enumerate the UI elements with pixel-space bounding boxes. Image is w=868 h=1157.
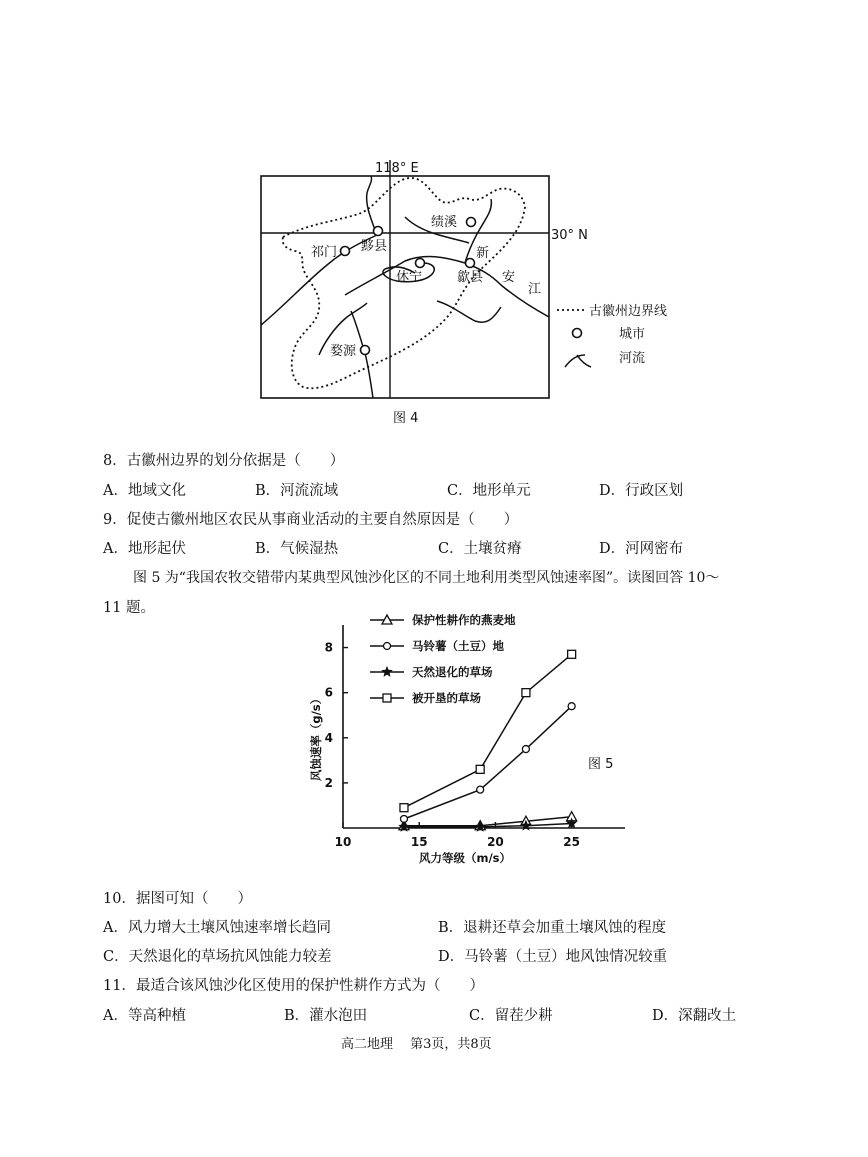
city-marker-yixian — [374, 227, 383, 236]
question-11-option-a: A．等高种植 — [103, 1008, 186, 1024]
question-11-stem: 11．最适合该风蚀沙化区使用的保护性耕作方式为（ ） — [103, 978, 484, 994]
river — [437, 301, 501, 322]
question-8-stem: 8．古徽州边界的划分依据是（ ） — [103, 453, 345, 469]
legend-label: 马铃薯（土豆）地 — [412, 639, 504, 653]
city-marker-xiuning — [416, 259, 425, 268]
x-axis-label: 风力等级（m/s） — [418, 851, 512, 865]
latitude-label: 30° N — [551, 228, 588, 243]
question-8-option-d: D．行政区划 — [599, 483, 684, 499]
map-frame — [261, 176, 549, 398]
question-10-option-c: C．天然退化的草场抗风蚀能力较差 — [103, 949, 332, 965]
city-label-qimen: 祁门 — [311, 245, 338, 260]
legend-marker-circle — [384, 643, 391, 650]
question-10-stem: 10．据图可知（ ） — [103, 891, 252, 907]
data-point-circle — [522, 746, 529, 753]
data-point-circle — [568, 703, 575, 710]
legend-label: 保护性耕作的燕麦地 — [412, 613, 516, 627]
legend-marker-square — [383, 694, 391, 702]
longitude-label: 118° E — [375, 161, 419, 176]
city-marker-jixi — [467, 218, 476, 227]
y-tick-label: 4 — [324, 730, 333, 745]
question-10-option-b: B．退耕还草会加重土壤风蚀的程度 — [438, 920, 667, 936]
intro-line-2: 11 题。 — [103, 600, 156, 616]
x-tick-label: 25 — [563, 835, 581, 849]
figure-5-caption: 图 5 — [588, 757, 614, 772]
question-9-option-b: B．气候湿热 — [255, 541, 339, 557]
city-label-wuyuan: 婺源 — [330, 344, 357, 359]
intro-line-1: 图 5 为“我国农牧交错带内某典型风蚀沙化区的不同土地利用类型风蚀速率图”。读图回答 10～ — [133, 570, 720, 586]
page-footer: 高二地理 第3页，共8页 — [341, 1037, 492, 1052]
question-9-option-d: D．河网密布 — [599, 541, 684, 557]
question-8-option-a: A．地域文化 — [103, 483, 186, 499]
data-point-square — [522, 689, 530, 697]
question-10-option-a: A．风力增大土壤风蚀速率增长趋同 — [103, 920, 331, 936]
legend-boundary-label: 古徽州边界线 — [589, 304, 668, 319]
figure-4-map — [255, 155, 695, 425]
data-point-square — [400, 804, 408, 812]
legend-city-label: 城市 — [619, 327, 646, 342]
city-marker-shexian — [466, 259, 475, 268]
y-tick-label: 6 — [324, 685, 333, 700]
legend-label: 天然退化的草场 — [412, 665, 493, 679]
question-11-option-d: D．深翻改土 — [652, 1008, 737, 1024]
legend-marker-star — [382, 667, 392, 676]
y-tick-label: 2 — [324, 775, 333, 790]
question-11-option-c: C．留茬少耕 — [469, 1008, 553, 1024]
legend-river-swatch — [565, 355, 591, 367]
figure-5-chart — [300, 605, 640, 870]
x-tick-label: 20 — [487, 835, 504, 849]
question-9-stem: 9．促使古徽州地区农民从事商业活动的主要自然原因是（ ） — [103, 512, 519, 528]
legend-label: 被开垦的草场 — [412, 691, 481, 705]
data-point-circle — [477, 786, 484, 793]
river-label-an: 安 — [502, 270, 516, 285]
question-10-option-d: D．马铃薯（土豆）地风蚀情况较重 — [438, 949, 668, 965]
x-tick-label: 10 — [334, 835, 352, 849]
y-axis-label: 风蚀速率（g/s） — [309, 692, 323, 782]
series-line-circle — [404, 706, 572, 819]
city-marker-wuyuan — [361, 346, 370, 355]
figure-4-caption: 图 4 — [393, 411, 419, 425]
legend-river-label: 河流 — [619, 351, 646, 366]
river — [345, 257, 549, 317]
city-label-xiuning: 休宁 — [396, 270, 423, 285]
question-11-option-b: B．灌水泡田 — [284, 1008, 368, 1024]
city-label-yixian: 黟县 — [361, 239, 388, 254]
river-label-xin: 新 — [476, 246, 490, 261]
river-label-jiang: 江 — [528, 282, 542, 297]
question-8-option-b: B．河流流域 — [255, 483, 339, 499]
question-9-option-c: C．土壤贫瘠 — [438, 541, 522, 557]
city-label-jixi: 绩溪 — [431, 215, 458, 230]
data-point-square — [476, 765, 484, 773]
city-label-shexian: 歙县 — [457, 270, 484, 285]
question-8-option-c: C．地形单元 — [447, 483, 531, 499]
y-tick-label: 8 — [324, 640, 333, 655]
city-marker-qimen — [341, 247, 350, 256]
legend-city-swatch — [573, 329, 582, 338]
question-9-option-a: A．地形起伏 — [103, 541, 186, 557]
x-tick-label: 15 — [410, 835, 428, 849]
data-point-square — [568, 650, 576, 658]
